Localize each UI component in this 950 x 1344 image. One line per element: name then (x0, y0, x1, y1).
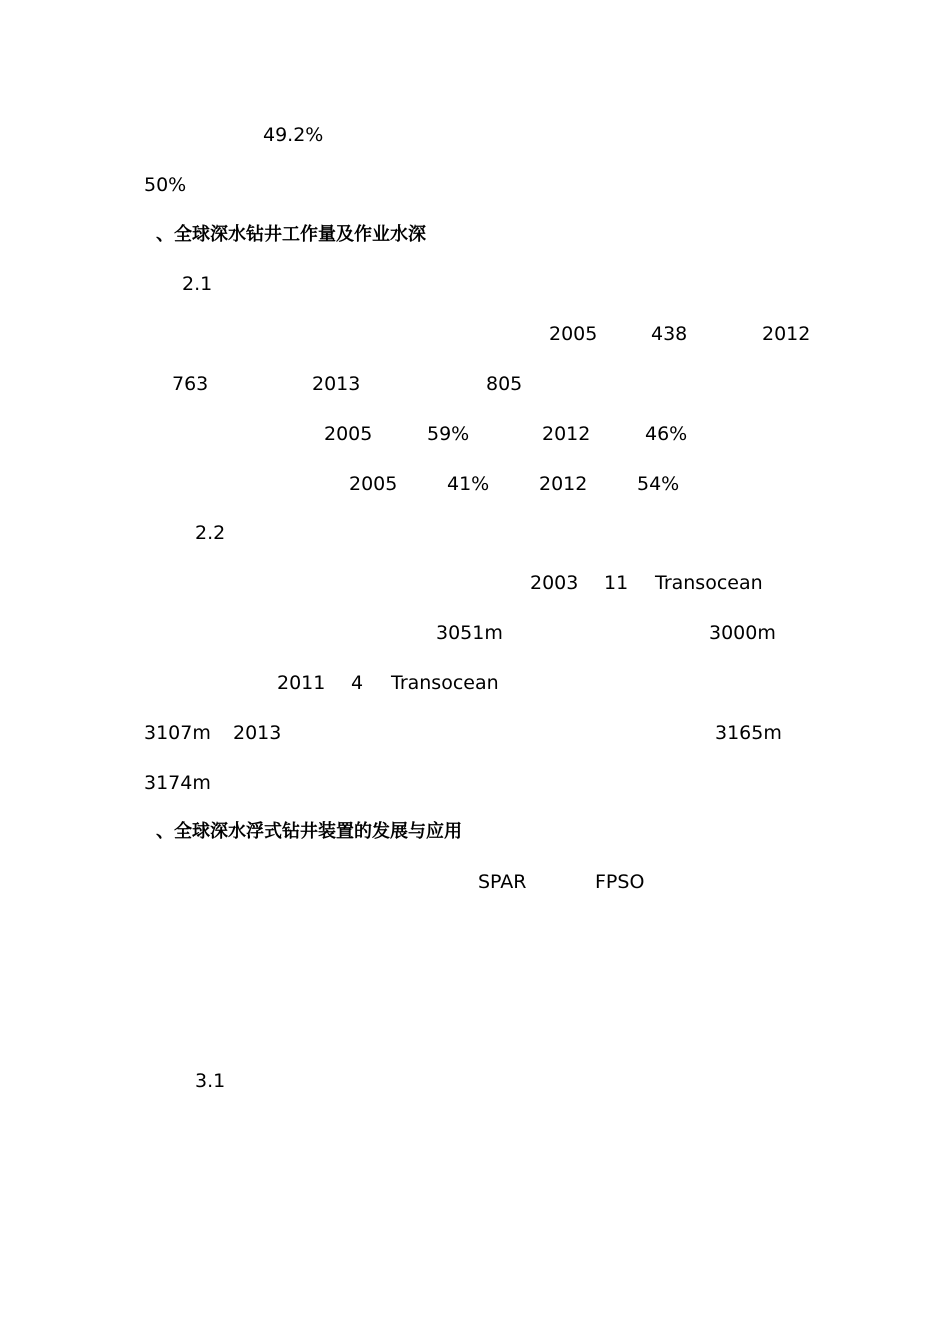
text-fragment: 49.2% (263, 124, 324, 146)
section-heading: 、全球深水钻井工作量及作业水深 (156, 224, 426, 245)
text-fragment: 54% (637, 473, 680, 495)
text-fragment: 2003 (530, 572, 579, 594)
text-fragment: 3107m (144, 722, 211, 744)
text-fragment: 3000m (709, 622, 776, 644)
text-fragment: 41% (447, 473, 490, 495)
text-fragment: 2012 (539, 473, 588, 495)
text-fragment: 50% (144, 174, 187, 196)
text-fragment: Transocean (655, 572, 763, 594)
text-fragment: 2013 (312, 373, 361, 395)
subsection-number: 3.1 (195, 1070, 226, 1092)
text-fragment: 763 (172, 373, 209, 395)
text-fragment: FPSO (595, 871, 645, 893)
text-fragment: 46% (645, 423, 688, 445)
text-fragment: 4 (351, 672, 364, 694)
text-fragment: 2011 (277, 672, 326, 694)
text-fragment: 11 (604, 572, 629, 594)
text-fragment: 2013 (233, 722, 282, 744)
subsection-number: 2.2 (195, 522, 226, 544)
text-fragment: 2005 (349, 473, 398, 495)
text-fragment: 805 (486, 373, 523, 395)
text-fragment: 2012 (762, 323, 811, 345)
section-heading: 、全球深水浮式钻井装置的发展与应用 (156, 821, 462, 842)
text-fragment: 2005 (549, 323, 598, 345)
subsection-number: 2.1 (182, 273, 213, 295)
text-fragment: 59% (427, 423, 470, 445)
text-fragment: 3165m (715, 722, 782, 744)
text-fragment: 2012 (542, 423, 591, 445)
text-fragment: 3174m (144, 772, 211, 794)
text-fragment: SPAR (478, 871, 527, 893)
text-fragment: 438 (651, 323, 688, 345)
text-fragment: 2005 (324, 423, 373, 445)
text-fragment: Transocean (391, 672, 499, 694)
text-fragment: 3051m (436, 622, 503, 644)
